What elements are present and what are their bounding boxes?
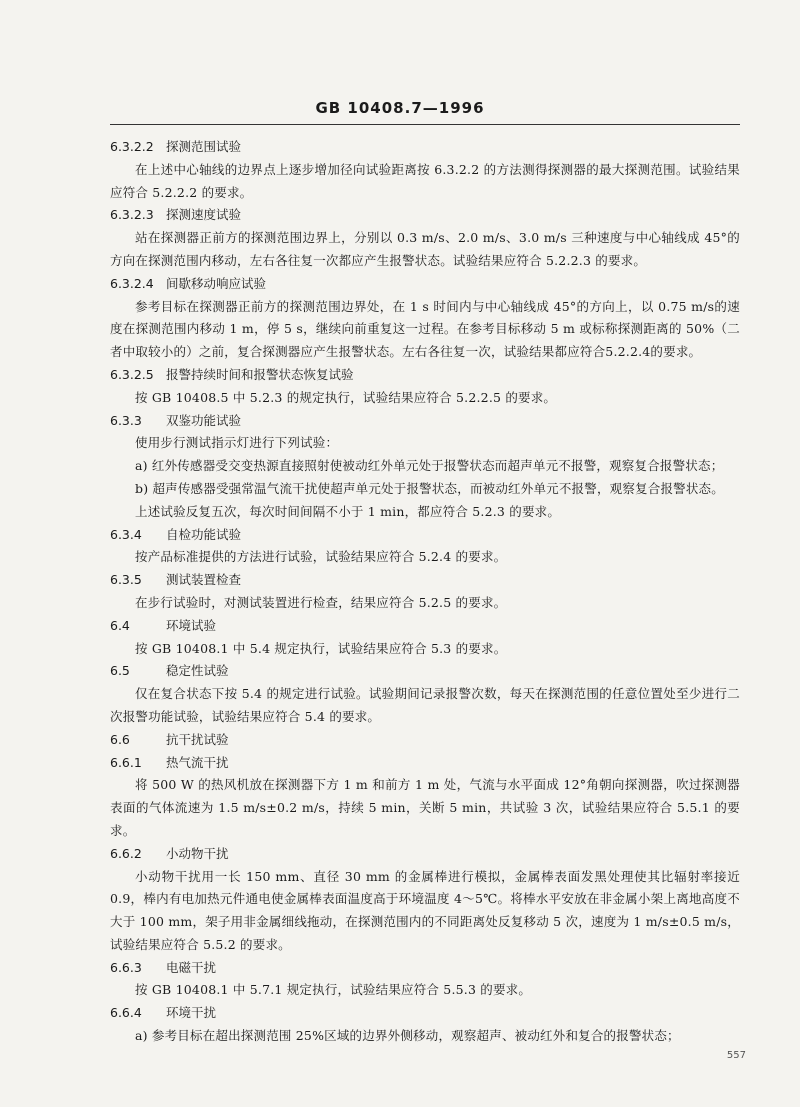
section-heading [110, 204, 740, 227]
section-title: 双鉴功能试验 [166, 412, 242, 428]
section-heading [110, 1002, 740, 1025]
section-number: 6.3.4 [110, 526, 142, 542]
section-title: 环境干扰 [166, 1005, 217, 1021]
section-heading [110, 729, 740, 752]
paragraph: 按产品标准提供的方法进行试验，试验结果应符合 5.2.4 的要求。 [135, 549, 507, 565]
section-number: 6.3.5 [110, 572, 142, 588]
section-title: 稳定性试验 [166, 663, 229, 679]
paragraph: 小动物干扰用一长 150 mm、直径 30 mm 的金属棒进行模拟，金属棒表面发黑处理使其比辐射率接近 0.9，棒内有电加热元件通电使金属棒表面温度高于环境温度 4～5℃。将棒水平安放在非金属小架上离地高度不大于 100 mm，架子用非金属细线拖动，在探测范围内的不同距离处反复移动 5 次，速度为 1 m/s±0.5 m/s，试验结果应符合 5.5.2 的要求。 [110, 868, 740, 952]
section-title: 探测范围试验 [166, 139, 242, 154]
paragraph: 使用步行测试指示灯进行下列试验： [135, 435, 339, 451]
paragraph: 参考目标在探测器正前方的探测范围边界处，在 1 s 时间内与中心轴线成 45°的方向上，以 0.75 m/s的速度在探测范围内移动 1 m，停 5 s，继续向前重复这一过程。在参考目标移动 5 m 或标称探测距离的 50%（二者中取较小的）之前，复合探测器应产生报警状态。左右各往复一次，试验结果都应符合5.2.2.4的要求。 [110, 298, 740, 360]
section-title: 探测速度试验 [166, 207, 242, 223]
section-number: 6.6.2 [110, 845, 142, 861]
section-title: 电磁干扰 [166, 959, 217, 975]
section-heading [110, 615, 740, 638]
paragraph: 按 GB 10408.5 中 5.2.3 的规定执行，试验结果应符合 5.2.2.5 的要求。 [135, 389, 557, 405]
section-number: 6.6.3 [110, 959, 142, 975]
section-number: 6.3.3 [110, 412, 142, 428]
section-number: 6.3.2.2 [110, 139, 154, 154]
paragraph: 站在探测器正前方的探测范围边界上，分别以 0.3 m/s、2.0 m/s、3.0 m/s 三种速度与中心轴线成 45°的方向在探测范围内移动，左右各往复一次都应产生报警状态。试验结果应符合 5.2.2.3 的要求。 [110, 230, 740, 268]
paragraph: 在上述中心轴线的边界点上逐步增加径向试验距离按 6.3.2.2 的方法测得探测器的最大探测范围。试验结果应符合 5.2.2.2 的要求。 [110, 161, 740, 200]
paragraph: b) 超声传感器受强常温气流干扰使超声单元处于报警状态，而被动红外单元不报警，观察复合报警状态。 [135, 480, 724, 496]
section-title: 抗干扰试验 [166, 731, 229, 747]
page-number: 557 [726, 1050, 746, 1061]
header-rule [110, 124, 740, 125]
paragraph: a) 参考目标在超出探测范围 25%区域的边界外侧移动，观察超声、被动红外和复合的报警状态； [135, 1028, 680, 1044]
section-number: 6.5 [110, 663, 130, 679]
section-heading [110, 569, 740, 592]
paragraph: 按 GB 10408.1 中 5.4 规定执行，试验结果应符合 5.3 的要求。 [135, 640, 507, 656]
section-title: 测试装置检查 [166, 572, 242, 588]
section-heading [110, 364, 740, 387]
paragraph: 将 500 W 的热风机放在探测器下方 1 m 和前方 1 m 处，气流与水平面成 12°角朝向探测器，吹过探测器表面的气体流速为 1.5 m/s±0.2 m/s，持续 5 min，关断 5 min，共试验 3 次，试验结果应符合 5.5.1 的要求。 [110, 777, 740, 838]
section-heading [110, 752, 740, 775]
section-heading [110, 136, 740, 159]
section-heading [110, 273, 740, 296]
document-body [110, 136, 740, 1048]
section-number: 6.4 [110, 617, 130, 633]
paragraph: 在步行试验时，对测试装置进行检查，结果应符合 5.2.5 的要求。 [135, 594, 507, 610]
section-title: 间歇移动响应试验 [166, 275, 267, 291]
section-title: 热气流干扰 [166, 754, 229, 770]
section-title: 小动物干扰 [166, 845, 229, 861]
section-title: 环境试验 [166, 617, 217, 633]
section-heading [110, 524, 740, 547]
section-number: 6.6 [110, 731, 130, 747]
section-heading [110, 957, 740, 980]
section-number: 6.3.2.5 [110, 366, 154, 382]
section-number: 6.6.1 [110, 754, 142, 770]
paragraph: 仅在复合状态下按 5.4 的规定进行试验。试验期间记录报警次数，每天在探测范围的任意位置处至少进行二次报警功能试验，试验结果应符合 5.4 的要求。 [110, 686, 740, 724]
paragraph: 上述试验反复五次，每次时间间隔不小于 1 min，都应符合 5.2.3 的要求。 [135, 503, 561, 519]
section-number: 6.3.2.3 [110, 207, 154, 223]
section-heading [110, 660, 740, 683]
section-title: 自检功能试验 [166, 526, 242, 542]
paragraph: a) 红外传感器受交变热源直接照射使被动红外单元处于报警状态而超声单元不报警，观察复合报警状态； [135, 458, 724, 474]
section-heading [110, 410, 740, 433]
section-number: 6.6.4 [110, 1005, 142, 1021]
section-number: 6.3.2.4 [110, 275, 154, 291]
section-heading [110, 843, 740, 866]
standard-header: GB 10408.7—1996 [315, 99, 485, 117]
section-title: 报警持续时间和报警状态恢复试验 [166, 366, 354, 382]
paragraph: 按 GB 10408.1 中 5.7.1 规定执行，试验结果应符合 5.5.3 的要求。 [135, 982, 532, 998]
